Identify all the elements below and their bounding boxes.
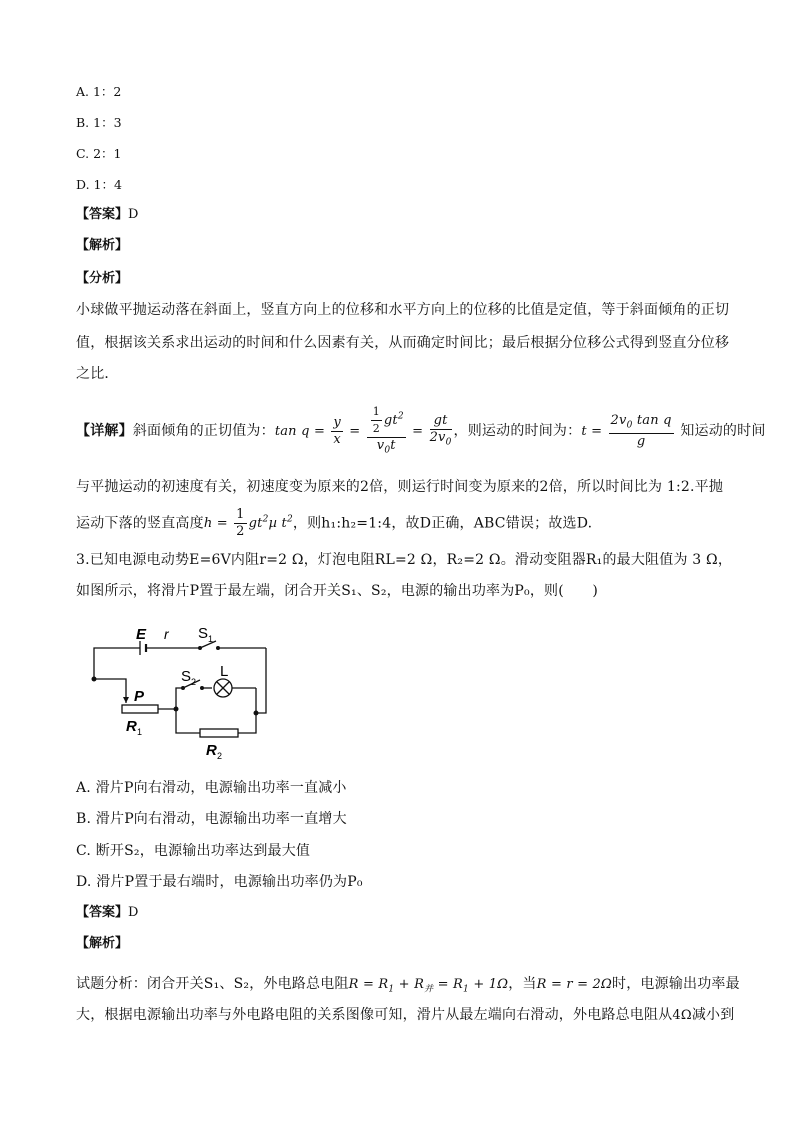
formula-time: t = $\frac{2v_0 \tan q}{g}$ xyxy=(581,412,672,450)
formula-tan: tan q = $\frac{y}{x}$ = $\frac{1}{2}$ $gt^2$ $v_0t$ = $\frac{gt}{2v_0}$ xyxy=(274,405,452,456)
q2-option-a: A. 1：2 xyxy=(76,84,122,99)
q3-stem-line-1: 3.已知电源电动势E=6V内阻r=2 Ω，灯泡电阻RL=2 Ω，R₂=2 Ω。滑动变阻器R₁的最大阻值为 3 Ω， xyxy=(76,552,733,568)
detail-intro: 斜面倾角的正切值为： xyxy=(132,422,275,439)
label-E: E xyxy=(136,626,147,643)
formula-r-equal: R = r = 2Ω xyxy=(536,977,613,992)
q2-option-b: B. 1：3 xyxy=(76,115,122,130)
sol-line1-mid: ，当 xyxy=(508,976,537,992)
q3-answer xyxy=(76,904,138,922)
q3-option-c: C. 断开S₂，电源输出功率达到最大值 xyxy=(76,843,311,859)
label-R2: R xyxy=(206,742,217,759)
q2-detail-line-1 xyxy=(76,404,766,459)
q3-stem-line-2: 如图所示，将滑片P置于最左端，闭合开关S₁、S₂，电源的输出功率为P₀，则( ) xyxy=(76,583,598,599)
label-S1: S xyxy=(198,625,209,642)
q2-answer xyxy=(76,206,138,224)
q3-solution-line-1 xyxy=(76,966,740,1008)
q2-fenxi-line-2: 值，根据该关系求出运动的时间和什么因素有关，从而确定时间比；最后根据分位移公式得到竖直分位移 xyxy=(76,335,730,351)
q3-option-d: D. 滑片P置于最右端时，电源输出功率仍为P₀ xyxy=(76,874,363,890)
q3-option-b: B. 滑片P向右滑动，电源输出功率一直增大 xyxy=(76,811,347,827)
answer-label: 【答案】 xyxy=(76,905,129,920)
answer-label: 【答案】 xyxy=(76,207,129,222)
q3-analysis-label: 【解析】 xyxy=(76,936,129,951)
detail-mid: ，则运动的时间为： xyxy=(453,422,582,439)
q2-fenxi-label: 【分析】 xyxy=(76,271,129,286)
detail-label: 【详解】 xyxy=(76,422,133,439)
formula-total-resistance: $R = R_1 + R_并 = R_1 + 1\Omega$ xyxy=(348,977,509,995)
label-S2-sub: 2 xyxy=(191,677,197,687)
q3-solution-line-2 xyxy=(76,1006,734,1025)
label-R1: R xyxy=(126,718,137,735)
q2-analysis-label: 【解析】 xyxy=(76,238,129,253)
q2-option-c: C. 2：1 xyxy=(76,146,122,161)
slider-arrow xyxy=(123,697,129,703)
q3-option-a: A. 滑片P向右滑动，电源输出功率一直减小 xyxy=(76,780,347,796)
detail-line3-post: ，则h₁:h₂=1:4，故D正确，ABC错误；故选D. xyxy=(292,515,593,532)
q2-fenxi-line-3: 之比． xyxy=(76,366,119,382)
q2-fenxi-line-1: 小球做平抛运动落在斜面上，竖直方向上的位移和水平方向上的位移的比值是定值，等于斜面倾角的正切 xyxy=(76,302,730,318)
sol-line2-post: 减小到 xyxy=(691,1007,735,1023)
detail-line3-pre: 运动下落的竖直高度 xyxy=(76,515,204,532)
circuit-diagram xyxy=(86,617,276,765)
q2-option-d: D. 1：4 xyxy=(76,177,122,192)
answer-value: D xyxy=(128,207,139,222)
label-P: P xyxy=(134,688,145,705)
q2-detail-line-3 xyxy=(76,500,592,544)
label-S1-sub: 1 xyxy=(208,634,214,644)
label-R1-sub: 1 xyxy=(137,727,143,737)
sol-line1-post: 时，电源输出功率最 xyxy=(612,976,740,992)
label-L: L xyxy=(220,663,229,680)
answer-value: D xyxy=(128,905,139,920)
label-R2-sub: 2 xyxy=(217,751,223,761)
formula-4ohm: 4Ω xyxy=(672,1008,692,1023)
sol-line1-pre: 试题分析：闭合开关S₁、S₂，外电路总电阻 xyxy=(76,976,349,992)
sol-line2-pre: 大，根据电源输出功率与外电路电阻的关系图像可知，滑片从最左端向右滑动，外电路总电阻从 xyxy=(76,1007,673,1023)
detail-tail: 知运动的时间 xyxy=(680,422,766,439)
label-r: r xyxy=(164,626,169,642)
formula-height: h = $\frac{1}{2}$ $gt^2\mu$ $t^2$ xyxy=(203,507,293,540)
q2-detail-line-2: 与平抛运动的初速度有关，初速度变为原来的2倍，则运行时间变为原来的2倍，所以时间比为 1:2.平抛 xyxy=(76,479,724,495)
label-S2: S xyxy=(181,668,192,685)
